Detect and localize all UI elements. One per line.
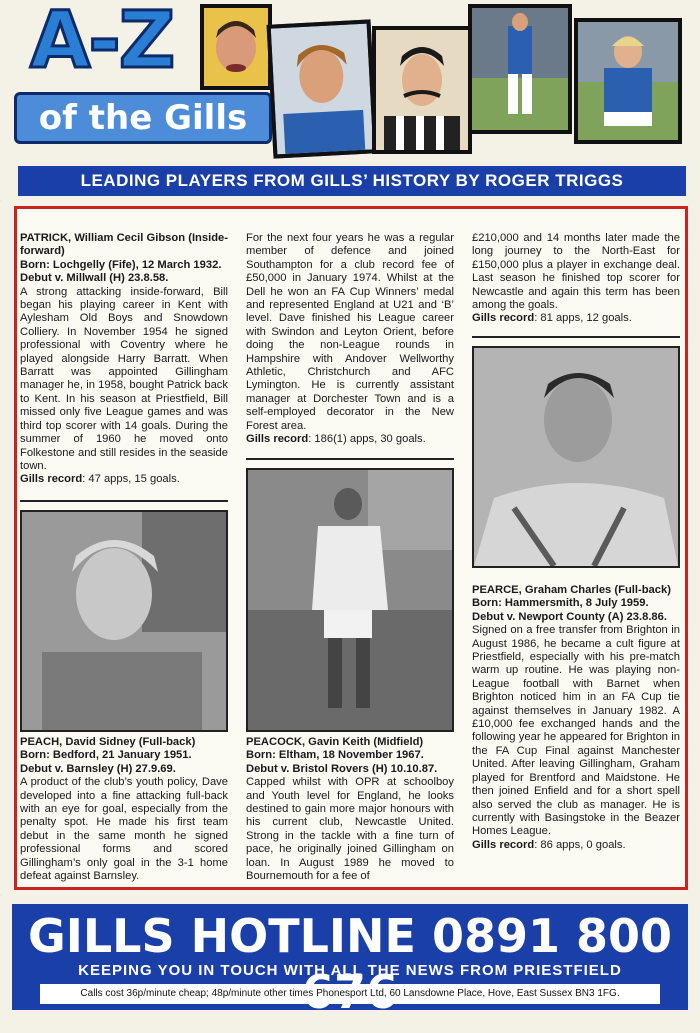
entry-record — [20, 473, 228, 486]
record-value: : 47 apps, 15 goals. — [82, 473, 180, 486]
record-label: Gills record — [472, 838, 535, 851]
record-value: : 86 apps, 0 goals. — [534, 838, 626, 851]
subtitle-box — [14, 92, 272, 144]
entry-body: £210,000 and 14 months later made the long journey to the North-East for £150,000 plus a player in exchange deal. Last season he finished top scorer for Newcastle and again this term has been among the goals. — [472, 232, 680, 312]
record-label: Gills record — [20, 473, 83, 486]
entry-body: For the next four years he was a regular member of defence and joined Southampton for a club record fee of £50,000 in January 1974. Whilst at the Dell he won an FA Cup Winners’ medal and represented England at U21 and ‘B’ level. Dave finished his League career with Swindon and Leyton Orient, before doing the non-League rounds in Hampshire with Andover Wellworthy Athletic, Christchurch and AFC Lymington. He is currently assistant manager at Dorchester Town and is a self-employed decorator in the New Forest area. — [246, 232, 454, 432]
call-costs: Calls cost 36p/minute cheap; 48p/minute other times Phonesport Ltd, 60 Lansdowne Place, Hove, East Sussex BN3 1FG. — [40, 984, 660, 1004]
subtitle: of the Gills — [38, 98, 248, 138]
entry-record — [246, 433, 454, 446]
entry-born: Born: Bedford, 21 January 1951. — [20, 749, 192, 762]
entry-peacock-cont — [472, 232, 680, 326]
entry-name: PEACOCK, Gavin Keith (Midfield) — [246, 736, 424, 748]
entry-body: Signed on a free transfer from Brighton in August 1986, he became a cult figure at Priestfield, especially with his pre-match warm up routine. He was playing non-League football with Barnet when Brighton noticed him in an FA Cup tie against themselves in January 1982. A £10,000 fee exchanged hands and the following year he appeared for Brighton in the FA Cup Final against Manchester United. After leaving Gillingham, Graham played for Brentford and Maidstone. He then joined Enfield and for a short spell also served the club as manager. He is currently with Basingstoke in the Beazer Homes League. — [472, 624, 680, 838]
entry-born: Born: Hammersmith, 8 July 1959. — [472, 597, 649, 610]
record-value: : 81 apps, 12 goals. — [534, 312, 632, 325]
pearce-photo — [472, 346, 680, 568]
az-title: A-Z — [30, 0, 174, 86]
divider — [472, 336, 680, 338]
entry-peach — [20, 736, 228, 883]
entry-pearce — [472, 584, 680, 852]
entry-debut: Debut v. Barnsley (H) 27.9.69. — [20, 762, 176, 775]
divider — [246, 458, 454, 460]
entry-record — [472, 839, 680, 852]
entry-debut: Debut v. Newport County (A) 23.8.86. — [472, 610, 667, 623]
entry-born: Born: Eltham, 18 November 1967. — [246, 749, 424, 762]
divider — [20, 500, 228, 502]
entry-peacock — [246, 736, 454, 883]
record-value: : 186(1) apps, 30 goals. — [308, 433, 426, 446]
entry-debut: Debut v. Millwall (H) 23.8.58. — [20, 272, 169, 285]
entry-name: PEARCE, Graham Charles (Full-back) — [472, 584, 671, 596]
entry-peach-cont — [246, 232, 454, 447]
hotline-number: GILLS HOTLINE 0891 800 — [27, 909, 673, 963]
player-photo-4 — [468, 4, 572, 134]
entry-body: Capped whilst with OPR at schoolboy and Youth level for England, he looks destined to gain more major honours with his current club, Newcastle United. Strong in the tackle with a fine turn of pace, he originally joined Gillingham on loan. In August 1989 he moved to Bournemouth for a fee of — [246, 776, 454, 883]
entry-body: A product of the club’s youth policy, Dave developed into a fine attacking full-back with an eye for goal, especially from the penalty spot. He made his first team debut in the same month he signed professional forms and scored Gillingham’s only goal in the 3-1 home defeat against Barnsley. — [20, 776, 228, 883]
entry-record — [472, 312, 680, 325]
player-photo-5 — [574, 18, 682, 144]
entry-debut: Debut v. Bristol Rovers (H) 10.10.87. — [246, 762, 438, 775]
hotline-footer — [12, 904, 688, 1010]
entry-name: PEACH, David Sidney (Full-back) — [20, 736, 196, 748]
entry-body: A strong attacking inside-forward, Bill began his playing career in Kent with Aylesham Old Boys and Snowdown Colliery. In November 1954 he signed professional with Coventry where he played alongside Harry Barratt. When Barratt was appointed Gillingham manager he, in 1958, bought Patrick back to Kent. In his season at Priestfield, Bill missed only five League games and was third top scorer with 14 goals. During the summer of 1960 he moved onto Folkestone and still resides in the seaside town. — [20, 285, 228, 472]
entry-name: PATRICK, William Cecil Gibson (Inside-forward) — [20, 232, 228, 258]
entry-patrick — [20, 232, 228, 487]
record-label: Gills record — [246, 433, 309, 446]
player-photo-2 — [267, 19, 378, 158]
banner-text: LEADING PLAYERS FROM GILLS’ HISTORY BY ROGER TRIGGS — [80, 171, 624, 190]
peach-photo — [20, 510, 228, 732]
top-banner — [18, 166, 686, 196]
player-photo-3 — [372, 26, 472, 154]
header — [0, 0, 700, 160]
peacock-photo — [246, 468, 454, 732]
entry-born: Born: Lochgelly (Fife), 12 March 1932. — [20, 258, 222, 271]
player-photo-1 — [200, 4, 272, 90]
hotline-tagline: KEEPING YOU IN TOUCH WITH ALL THE NEWS FROM PRIESTFIELD — [78, 962, 622, 979]
record-label: Gills record — [472, 312, 535, 325]
